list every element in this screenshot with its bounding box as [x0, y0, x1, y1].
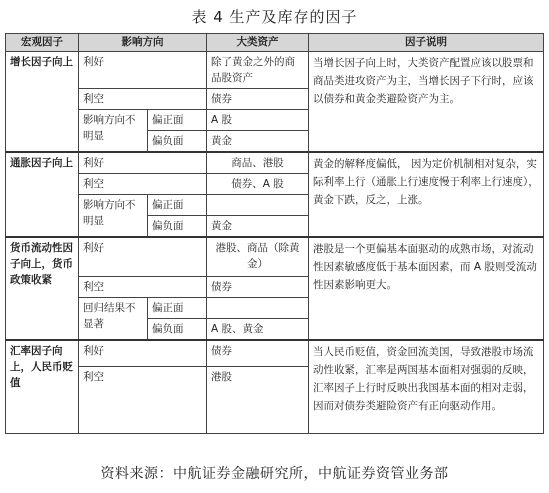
inflation-bad-label: 利空	[79, 174, 207, 195]
header-macro-factor: 宏观因子	[6, 34, 79, 52]
inflation-good-label: 利好	[79, 152, 207, 174]
table-row	[6, 340, 544, 367]
growth-neg-label: 偏负面	[148, 131, 207, 153]
table-row	[6, 237, 544, 277]
liquidity-pos-asset	[207, 298, 309, 319]
inflation-neg-asset: 黄金	[207, 216, 309, 238]
inflation-bad-asset: 债券、A 股	[207, 174, 309, 195]
inflation-neg-label: 偏负面	[148, 216, 207, 238]
table-row	[6, 52, 544, 89]
inflation-desc: 黄金的解释度偏低， 因为定价机制相对复杂，实际利率上行（通胀上行速度慢于利率上行速度），黄金下跌，反之，上涨。	[309, 152, 544, 237]
inflation-good-asset: 商品、港股	[207, 152, 309, 174]
liquidity-pos-label: 偏正面	[148, 298, 207, 319]
inflation-pos-asset	[207, 195, 309, 216]
growth-factor: 增长因子向上	[6, 52, 79, 153]
growth-bad-label: 利空	[79, 89, 207, 110]
growth-pos-label: 偏正面	[148, 110, 207, 131]
growth-good-label: 利好	[79, 52, 207, 89]
fx-bad-label: 利空	[79, 367, 207, 434]
growth-pos-asset: A 股	[207, 110, 309, 131]
liquidity-bad-asset: 债券	[207, 277, 309, 298]
liquidity-bad-label: 利空	[79, 277, 207, 298]
growth-desc: 当增长因子向上时，大类资产配置应该以股票和商品类进攻资产为主，当增长因子下行时，应该以债券和黄金类避险资产为主。	[309, 52, 544, 153]
table-title: 表 4 生产及库存的因子	[191, 8, 358, 26]
inflation-unclear-label: 影响方向不明显	[79, 195, 148, 238]
liquidity-factor: 货币流动性因子向上，货币政策收紧	[6, 237, 79, 340]
header-direction: 影响方向	[79, 34, 207, 52]
growth-good-asset: 除了黄金之外的商品股资产	[207, 52, 309, 89]
liquidity-good-asset: 港股、商品（除黄金）	[207, 237, 309, 277]
inflation-factor: 通胀因子向上	[6, 152, 79, 237]
factor-table	[5, 33, 544, 434]
source-note: 资料来源：中航证券金融研究所，中航证券资管业务部	[100, 466, 449, 482]
fx-bad-asset: 港股	[207, 367, 309, 434]
liquidity-neg-asset: A 股、黄金	[207, 319, 309, 341]
liquidity-desc: 港股是一个更偏基本面驱动的成熟市场，对流动性因素敏感度低于基本面因素，而 A 股则受流动性因素影响更大。	[309, 237, 544, 340]
liquidity-neg-label: 偏负面	[148, 319, 207, 341]
fx-desc: 当人民币贬值，资金回流美国，导致港股市场流动性收紧，汇率是两国基本面相对强弱的反映，汇率因子上行时反映出我国基本面的相对走弱，因而对债券类避险资产有正向驱动作用。	[309, 340, 544, 434]
table-row	[6, 152, 544, 174]
header-asset-class: 大类资产	[207, 34, 309, 52]
liquidity-good-label: 利好	[79, 237, 207, 277]
growth-unclear-label: 影响方向不明显	[79, 110, 148, 153]
growth-bad-asset: 债券	[207, 89, 309, 110]
fx-factor: 汇率因子向上，人民币贬值	[6, 340, 79, 434]
header-description: 因子说明	[309, 34, 544, 52]
fx-good-label: 利好	[79, 340, 207, 367]
liquidity-unclear-label: 回归结果不显著	[79, 298, 148, 341]
growth-neg-asset: 黄金	[207, 131, 309, 153]
header-row	[6, 34, 544, 52]
fx-good-asset: 债券	[207, 340, 309, 367]
inflation-pos-label: 偏正面	[148, 195, 207, 216]
